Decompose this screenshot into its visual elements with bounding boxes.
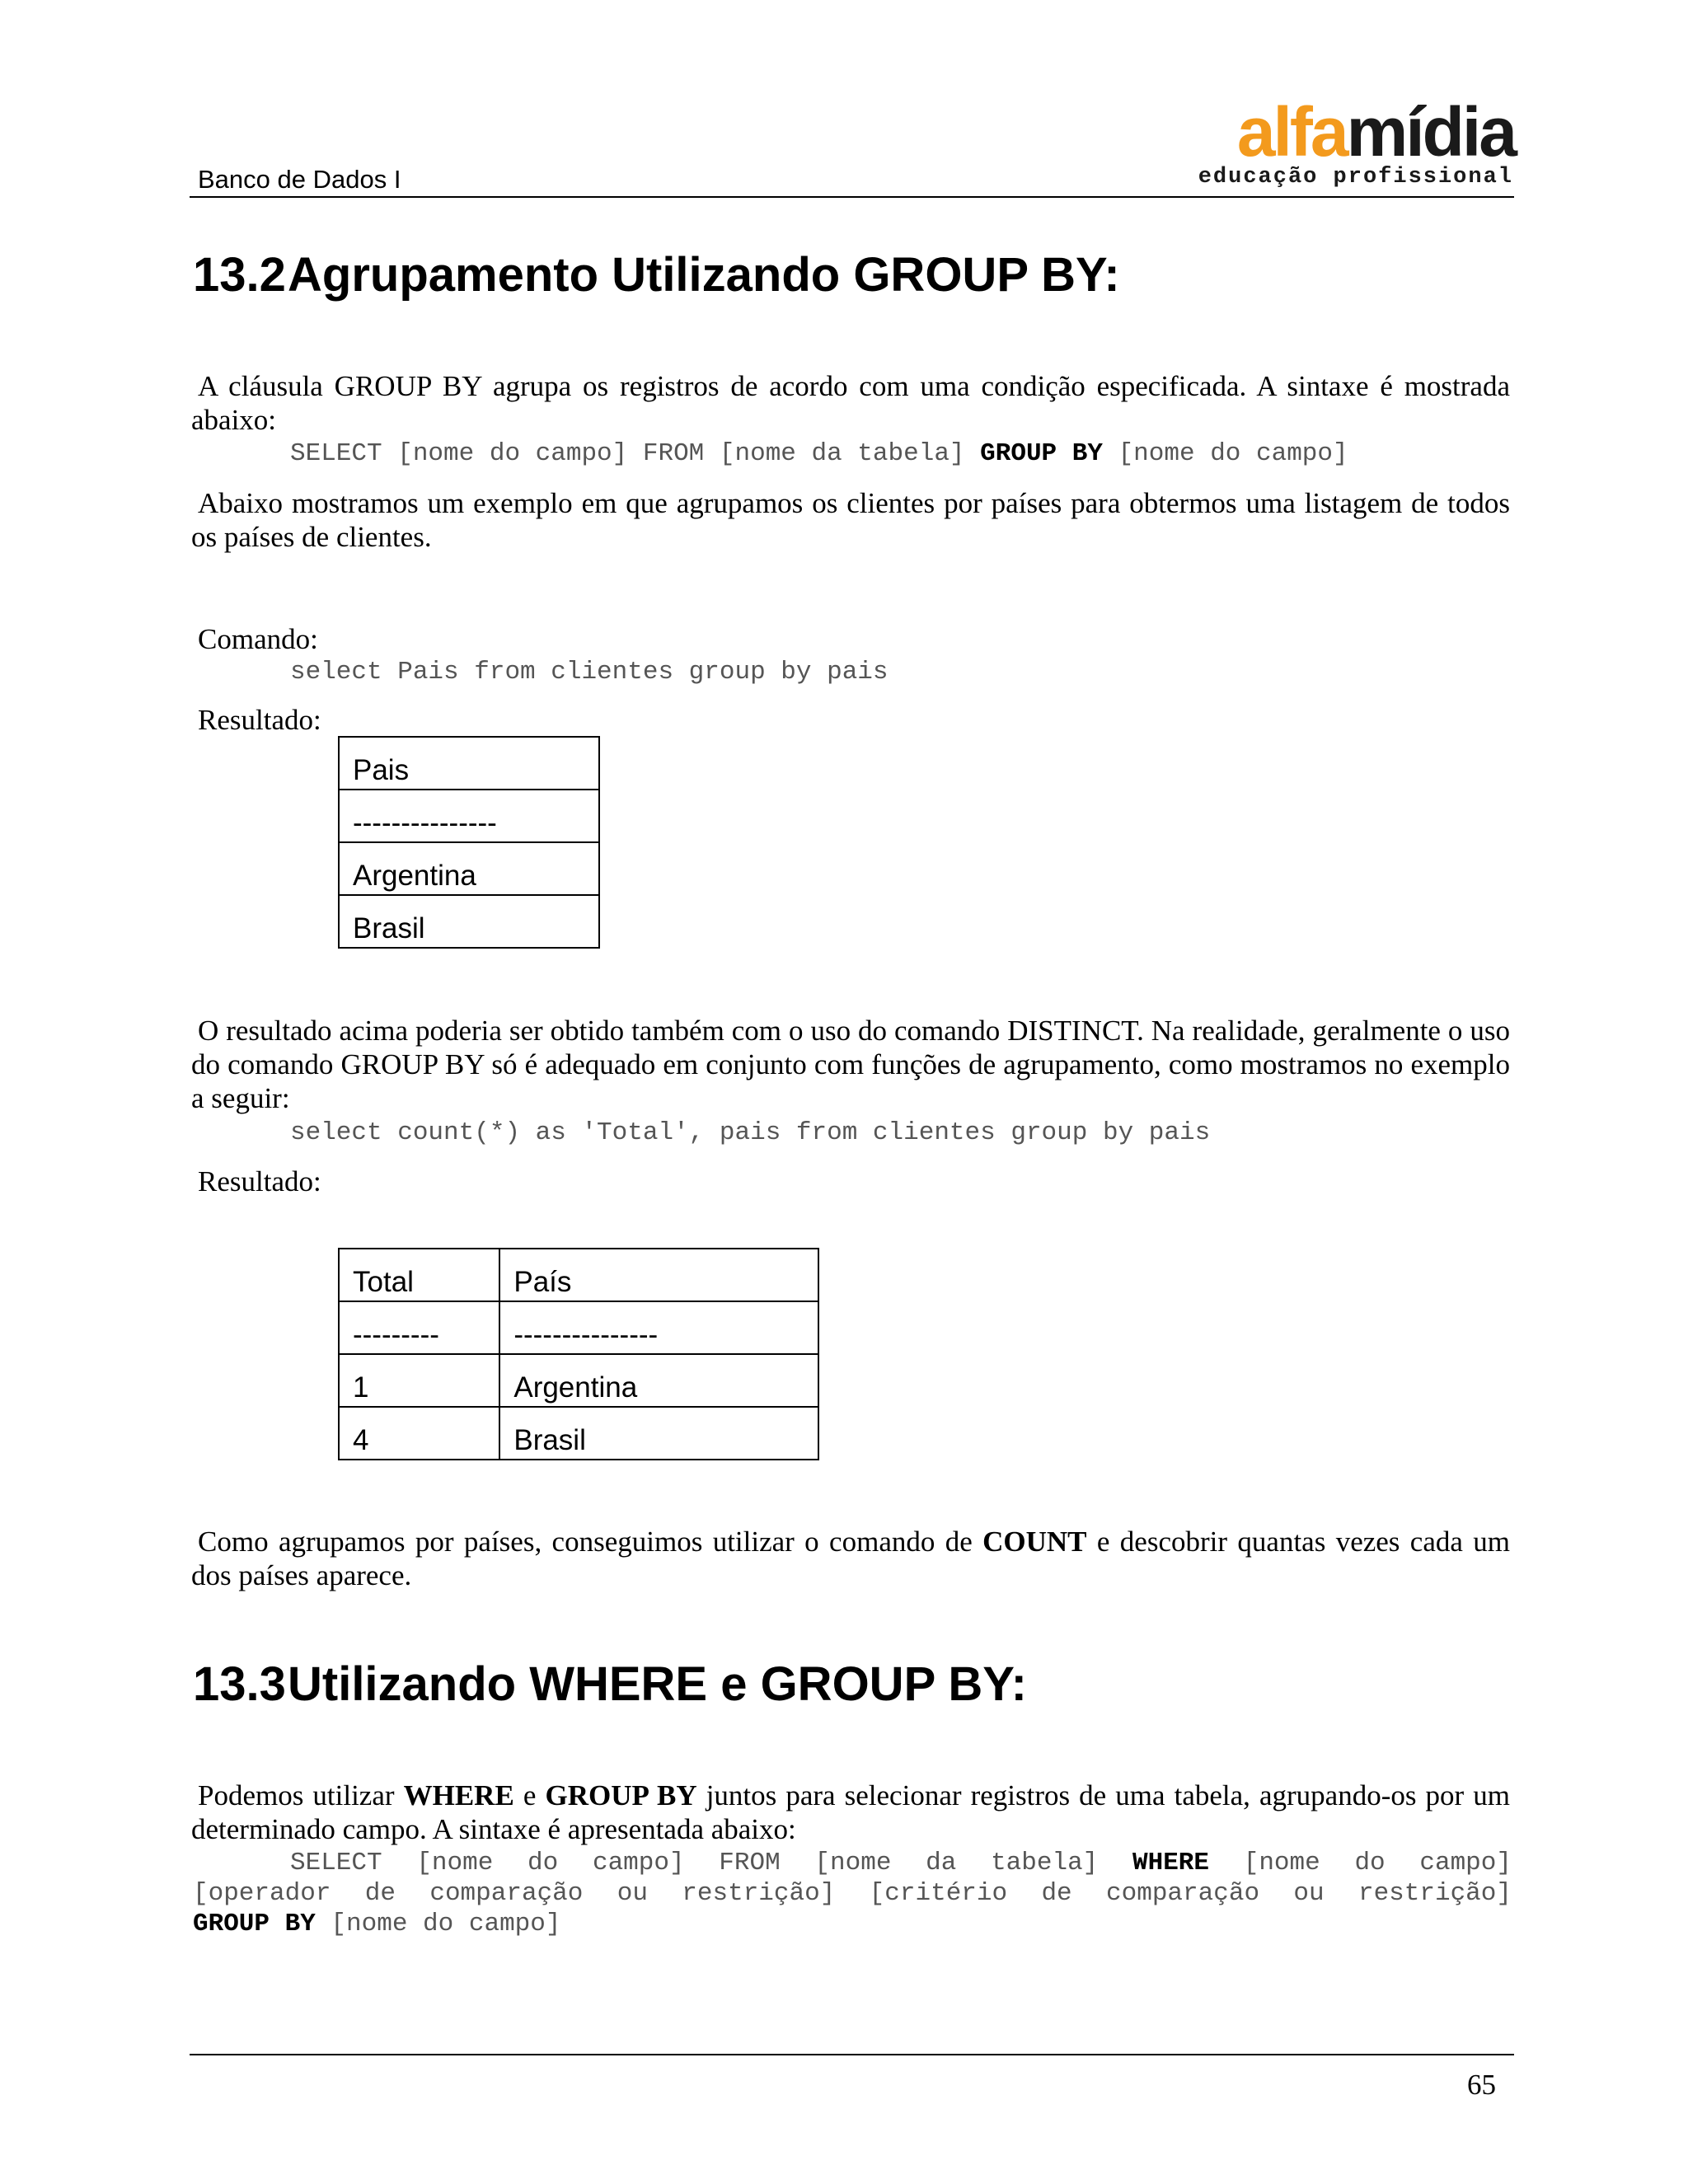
table-row xyxy=(339,1354,818,1407)
text-a: Podemos utilizar xyxy=(198,1779,404,1811)
text-c: juntos para selecionar registros de uma tabela, agrupando-os por um determinado campo. A sintaxe é apresentada abaixo: xyxy=(191,1779,1510,1845)
table-cell: Argentina xyxy=(499,1354,818,1407)
distinct-paragraph: O resultado acima poderia ser obtido também com o uso do comando DISTINCT. Na realidade, geralmente o uso do comando GROUP BY só é adequado em conjunto com funções de agrupamento, como mostramos no exemplo a seguir: xyxy=(191,1015,1510,1114)
keyword-where: WHERE xyxy=(403,1779,514,1811)
table-cell: Brasil xyxy=(339,895,599,948)
table-cell: --------- xyxy=(339,1301,499,1354)
group-by-syntax xyxy=(290,438,1348,470)
group-by-intro: A cláusula GROUP BY agrupa os registros de acordo com uma condição especificada. A sintaxe é mostrada abaixo: xyxy=(191,370,1510,436)
result-label: Resultado: xyxy=(198,704,321,736)
table-row xyxy=(339,790,599,842)
section-13-2-heading xyxy=(193,247,1120,302)
table-row xyxy=(339,895,599,948)
result-table-pais xyxy=(338,736,600,949)
count-text-a: Como agrupamos por países, conseguimos utilizar o comando de xyxy=(198,1526,983,1558)
logo-tagline: educação profissional xyxy=(1198,165,1513,190)
table-row xyxy=(339,1407,818,1460)
result-table-count xyxy=(338,1248,819,1460)
syntax-where-keyword: WHERE xyxy=(1132,1849,1210,1877)
table-cell: Brasil xyxy=(499,1407,818,1460)
syntax-part1: SELECT [nome do campo] FROM [nome da tabela] xyxy=(290,439,981,468)
section-13-3-heading xyxy=(193,1657,1027,1712)
syntax-line-2: [operador de comparação ou restrição] [critério de comparação ou restrição] xyxy=(193,1879,1512,1908)
count-paragraph xyxy=(191,1525,1510,1592)
where-groupby-paragraph xyxy=(191,1779,1510,1846)
document-title: Banco de Dados I xyxy=(198,165,401,194)
syntax-line-3 xyxy=(193,1909,1512,1939)
syntax-line3-text: [nome do campo] xyxy=(315,1910,561,1938)
table-header-cell: Total xyxy=(339,1249,499,1301)
section-title: Utilizando WHERE e GROUP BY: xyxy=(288,1657,1027,1711)
table-cell: 1 xyxy=(339,1354,499,1407)
table-cell: Argentina xyxy=(339,842,599,895)
logo-part-alfa: alfa xyxy=(1236,93,1347,171)
table-cell: --------------- xyxy=(499,1301,818,1354)
table-row xyxy=(339,737,599,790)
example-intro: Abaixo mostramos um exemplo em que agrupamos os clientes por países para obtermos uma listagem de todos os países de clientes. xyxy=(191,487,1510,553)
logo-part-midia: mídia xyxy=(1346,93,1515,171)
syntax-line1a: SELECT [nome do campo] FROM [nome da tabela] xyxy=(290,1849,1132,1877)
table-cell: 4 xyxy=(339,1407,499,1460)
text-b: e xyxy=(513,1779,546,1811)
command-code: select Pais from clientes group by pais xyxy=(290,658,889,687)
count-keyword: COUNT xyxy=(982,1526,1087,1558)
syntax-part2: [nome do campo] xyxy=(1102,439,1348,468)
section-title: Agrupamento Utilizando GROUP BY: xyxy=(288,248,1120,302)
section-number: 13.2 xyxy=(193,248,286,302)
table-row xyxy=(339,1249,818,1301)
footer-rule xyxy=(190,2054,1514,2055)
syntax-line-1 xyxy=(193,1848,1512,1878)
alfamidia-logo xyxy=(1193,93,1515,192)
count-text-b: e descobrir quantas vezes cada um dos países aparece. xyxy=(191,1526,1510,1591)
page-number: 65 xyxy=(1467,2069,1496,2101)
keyword-group-by: GROUP BY xyxy=(545,1779,697,1811)
syntax-groupby-keyword: GROUP BY xyxy=(193,1910,316,1938)
table-row xyxy=(339,1301,818,1354)
section-number: 13.3 xyxy=(193,1657,286,1711)
command-label: Comando: xyxy=(198,623,318,655)
syntax-keyword: GROUP BY xyxy=(980,439,1103,468)
table-cell: Pais xyxy=(339,737,599,790)
count-command-code: select count(*) as 'Total', pais from clientes group by pais xyxy=(290,1118,1211,1147)
result-label-2: Resultado: xyxy=(198,1165,321,1197)
syntax-line1b: [nome do campo] xyxy=(1209,1849,1512,1877)
table-header-cell: País xyxy=(499,1249,818,1301)
table-cell: --------------- xyxy=(339,790,599,842)
table-row xyxy=(339,842,599,895)
where-groupby-syntax xyxy=(193,1848,1512,1939)
header-rule xyxy=(190,196,1514,198)
